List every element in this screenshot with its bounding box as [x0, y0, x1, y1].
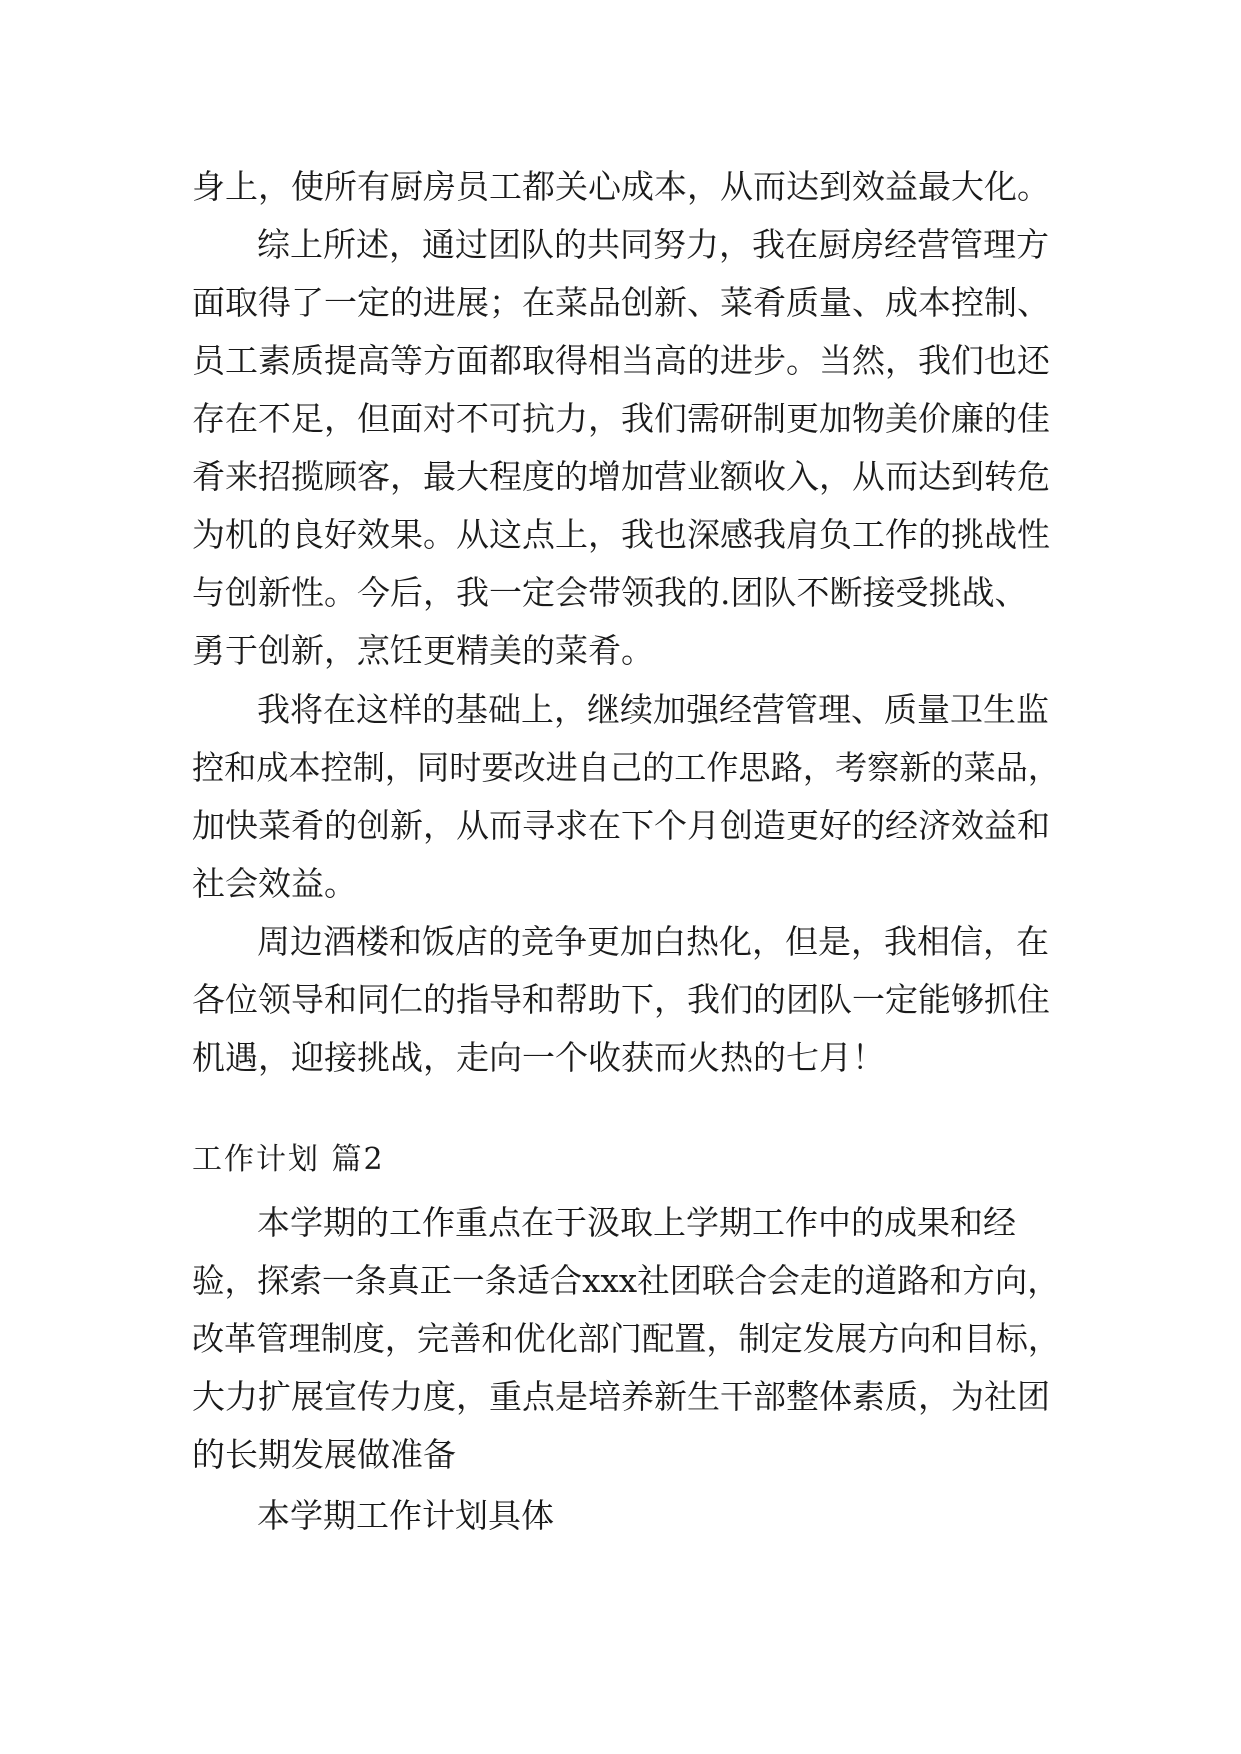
- text-line: 大力扩展宣传力度，重点是培养新生干部整体素质，为社团: [192, 1377, 1050, 1416]
- text-line: 本学期工作计划具体: [257, 1496, 554, 1535]
- text-line: 各位领导和同仁的指导和帮助下，我们的团队一定能够抓住: [192, 980, 1050, 1019]
- text-line: 本学期的工作重点在于汲取上学期工作中的成果和经: [257, 1203, 1016, 1242]
- text-line: 控和成本控制，同时要改进自己的工作思路，考察新的菜品，: [192, 748, 1061, 787]
- text-line: 社会效益。: [192, 864, 357, 903]
- text-line: 的长期发展做准备: [192, 1435, 456, 1474]
- text-line: 面取得了一定的进展；在菜品创新、菜肴质量、成本控制、: [192, 283, 1050, 322]
- text-line: 身上，使所有厨房员工都关心成本，从而达到效益最大化。: [192, 167, 1050, 206]
- text-line: 存在不足，但面对不可抗力，我们需研制更加物美价廉的佳: [192, 399, 1050, 438]
- text-line: 改革管理制度，完善和优化部门配置，制定发展方向和目标，: [192, 1319, 1061, 1358]
- text-line: 机遇，迎接挑战，走向一个收获而火热的七月！: [192, 1038, 885, 1077]
- text-line: 员工素质提高等方面都取得相当高的进步。当然，我们也还: [192, 341, 1050, 380]
- text-line: 肴来招揽顾客，最大程度的增加营业额收入，从而达到转危: [192, 457, 1050, 496]
- text-line: 验，探索一条真正一条适合xxx社团联合会走的道路和方向，: [192, 1261, 1060, 1300]
- text-line: 加快菜肴的创新，从而寻求在下个月创造更好的经济效益和: [192, 806, 1050, 845]
- text-line: 为机的良好效果。从这点上，我也深感我肩负工作的挑战性: [192, 515, 1050, 554]
- text-line: 周边酒楼和饭店的竞争更加白热化，但是，我相信，在: [257, 922, 1049, 961]
- section-heading: 工作计划 篇2: [192, 1142, 385, 1177]
- text-line: 我将在这样的基础上，继续加强经营管理、质量卫生监: [257, 690, 1049, 729]
- text-line: 与创新性。今后，我一定会带领我的.团队不断接受挑战、: [192, 573, 1028, 612]
- text-line: 综上所述，通过团队的共同努力，我在厨房经营管理方: [257, 225, 1049, 264]
- text-line: 勇于创新，烹饪更精美的菜肴。: [192, 631, 654, 670]
